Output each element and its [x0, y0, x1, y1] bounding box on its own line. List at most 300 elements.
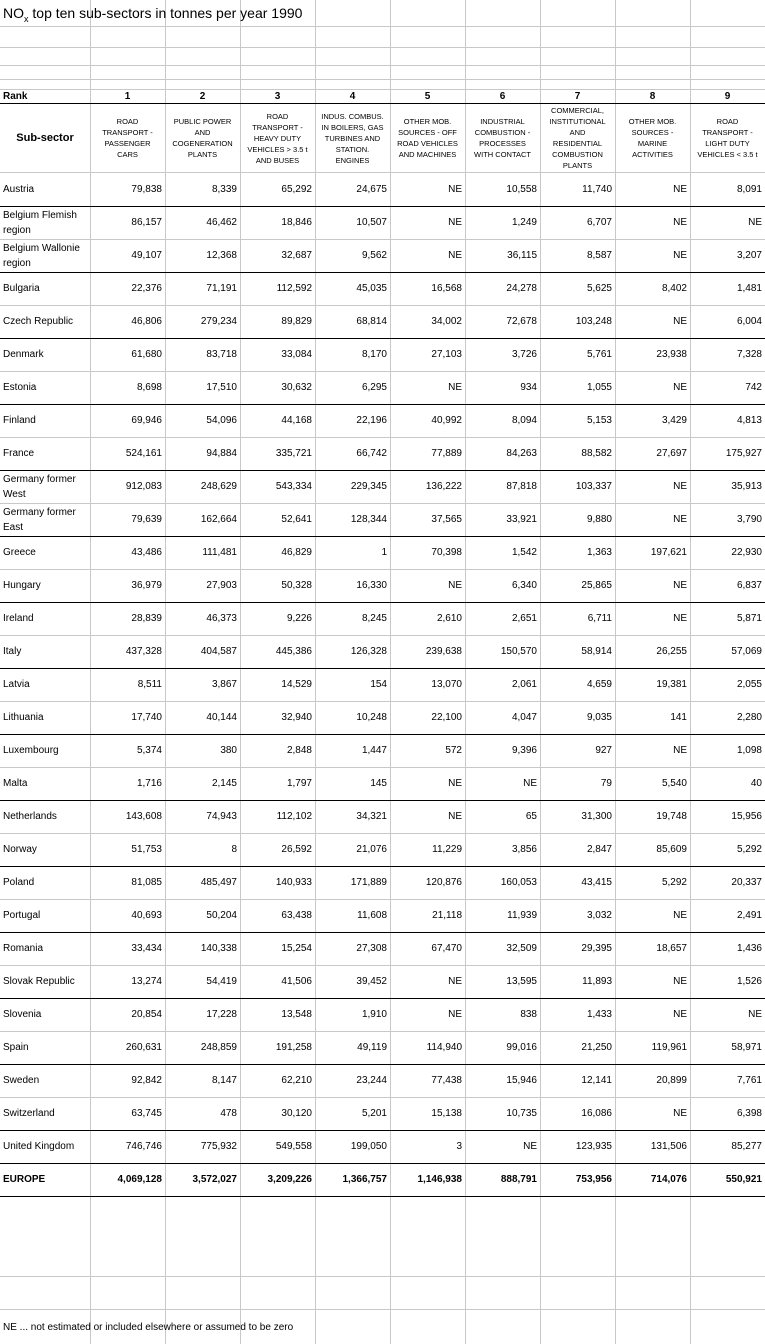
rank-number: 2 [199, 91, 206, 102]
country-name: Belgium Wallonie region [3, 242, 80, 269]
table-cell: 191,258 [275, 1042, 312, 1053]
country-name: Bulgaria [3, 283, 40, 294]
table-cell: 1,542 [511, 547, 537, 558]
table-cell: 6,711 [587, 613, 612, 624]
country-name: Germany former West [3, 473, 76, 500]
column-header: OTHER MOB. SOURCES - MARINE ACTIVITIES [628, 117, 677, 159]
table-cell: 37,565 [431, 514, 462, 525]
table-cell: 28,839 [131, 613, 162, 624]
table-cell: 39,452 [356, 976, 387, 987]
table-cell: 150,570 [500, 646, 537, 657]
table-cell: 69,946 [131, 415, 162, 426]
table-cell: 34,002 [431, 316, 462, 327]
table-cell: 140,338 [200, 943, 237, 954]
table-cell: 54,096 [206, 415, 237, 426]
table-cell: 13,548 [281, 1009, 312, 1020]
table-cell: 572 [445, 745, 462, 756]
table-cell: 89,829 [281, 316, 312, 327]
table-cell: 143,608 [125, 811, 162, 822]
table-cell: 2,847 [586, 844, 612, 855]
table-cell: 15,956 [731, 811, 762, 822]
table-cell: 24,278 [506, 283, 537, 294]
column-header: INDUSTRIAL COMBUSTION - PROCESSES WITH CONTACT [474, 117, 531, 159]
table-cell: 9,880 [586, 514, 612, 525]
table-cell: 5,761 [586, 349, 612, 360]
table-cell: 22,376 [131, 283, 162, 294]
table-cell: NE [673, 250, 687, 261]
table-cell: 54,419 [206, 976, 237, 987]
table-cell: 10,248 [356, 712, 387, 723]
table-cell: 1,716 [136, 778, 162, 789]
table-cell: NE [748, 1009, 762, 1020]
table-cell: 404,587 [200, 646, 237, 657]
country-name: Austria [3, 184, 35, 195]
table-cell: NE [673, 184, 687, 195]
table-cell: 17,740 [131, 712, 162, 723]
table-cell: 9,035 [586, 712, 612, 723]
table-cell: 13,070 [431, 679, 462, 690]
table-cell: 85,277 [731, 1141, 762, 1152]
table-cell: 279,234 [200, 316, 237, 327]
table-cell: 61,680 [131, 349, 162, 360]
table-cell: 119,961 [651, 1042, 687, 1053]
table-cell: NE [448, 580, 462, 591]
table-cell: 934 [520, 382, 537, 393]
table-cell: 197,621 [650, 547, 687, 558]
table-cell: NE [748, 217, 762, 228]
table-cell: NE [448, 250, 462, 261]
table-cell: 9,562 [361, 250, 387, 261]
table-cell: 18,846 [281, 217, 312, 228]
table-cell: 15,254 [281, 943, 312, 954]
table-cell: 22,930 [731, 547, 762, 558]
table-cell: 72,678 [506, 316, 537, 327]
table-cell: NE [673, 481, 687, 492]
table-cell: 114,940 [426, 1042, 462, 1053]
table-cell: 68,814 [356, 316, 387, 327]
country-name: Malta [3, 778, 28, 789]
table-cell: 11,939 [507, 910, 537, 921]
table-cell: 8,698 [136, 382, 162, 393]
table-cell: 248,629 [200, 481, 237, 492]
country-name: Netherlands [3, 811, 57, 822]
table-cell: 74,943 [206, 811, 237, 822]
table-cell: 8,402 [661, 283, 687, 294]
table-cell: 77,889 [431, 448, 462, 459]
country-name: Norway [3, 844, 37, 855]
total-value: 1,366,757 [342, 1174, 387, 1185]
table-cell: 57,069 [731, 646, 762, 657]
table-cell: 6,837 [736, 580, 762, 591]
table-cell: 3 [456, 1141, 462, 1152]
table-cell: 154 [370, 679, 387, 690]
table-cell: 543,334 [275, 481, 312, 492]
table-cell: 27,903 [206, 580, 237, 591]
table-cell: NE [673, 514, 687, 525]
table-cell: 4,659 [586, 679, 612, 690]
table-cell: 66,742 [356, 448, 387, 459]
table-cell: NE [673, 217, 687, 228]
table-cell: 40,144 [206, 712, 237, 723]
table-cell: NE [523, 1141, 537, 1152]
table-cell: 248,859 [200, 1042, 237, 1053]
table-cell: 79,639 [131, 514, 162, 525]
table-cell: 136,222 [425, 481, 462, 492]
table-cell: 103,248 [575, 316, 612, 327]
total-value: 3,209,226 [267, 1174, 312, 1185]
country-name: Poland [3, 877, 35, 888]
table-cell: 3,726 [511, 349, 537, 360]
table-cell: NE [448, 778, 462, 789]
table-cell: 5,201 [361, 1108, 387, 1119]
table-cell: 40 [750, 778, 762, 789]
table-cell: NE [673, 316, 687, 327]
table-cell: NE [523, 778, 537, 789]
table-cell: 437,328 [125, 646, 162, 657]
table-cell: 79 [600, 778, 612, 789]
table-cell: 35,913 [731, 481, 762, 492]
table-cell: 8,170 [361, 349, 387, 360]
table-cell: NE [673, 1009, 687, 1020]
column-header: COMMERCIAL, INSTITUTIONAL AND RESIDENTIAL COMBUSTION PLANTS [549, 106, 606, 170]
table-cell: 43,415 [581, 877, 612, 888]
table-cell: 32,687 [281, 250, 312, 261]
table-cell: 145 [370, 778, 387, 789]
table-cell: 5,292 [661, 877, 687, 888]
table-cell: 260,631 [125, 1042, 162, 1053]
table-cell: 20,899 [656, 1075, 687, 1086]
table-cell: 8,587 [586, 250, 612, 261]
table-cell: NE [673, 910, 687, 921]
table-cell: 160,053 [500, 877, 537, 888]
table-cell: 92,842 [131, 1075, 162, 1086]
table-cell: 21,076 [356, 844, 387, 855]
table-cell: 58,971 [731, 1042, 762, 1053]
table-cell: 5,374 [136, 745, 162, 756]
table-cell: 131,506 [650, 1141, 687, 1152]
table-cell: 8 [231, 844, 237, 855]
table-cell: 6,398 [736, 1108, 762, 1119]
table-cell: 9,226 [286, 613, 312, 624]
table-cell: NE [673, 580, 687, 591]
table-cell: 13,274 [131, 976, 162, 987]
table-cell: 5,153 [586, 415, 612, 426]
country-name: Switzerland [3, 1108, 55, 1119]
table-cell: 11,893 [582, 976, 612, 987]
table-cell: 2,848 [286, 745, 312, 756]
rank-number: 7 [574, 91, 581, 102]
table-cell: 49,119 [357, 1042, 387, 1053]
table-cell: 229,345 [350, 481, 387, 492]
table-cell: 11,740 [582, 184, 612, 195]
table-cell: 6,340 [511, 580, 537, 591]
footnote: NE ... not estimated or included elsewhere or assumed to be zero [3, 1322, 294, 1333]
table-cell: 111,481 [202, 547, 237, 558]
table-cell: 445,386 [275, 646, 312, 657]
table-cell: 65,292 [281, 184, 312, 195]
table-cell: 31,300 [581, 811, 612, 822]
table-cell: NE [448, 217, 462, 228]
table-cell: 1,910 [361, 1009, 387, 1020]
table-cell: 34,321 [356, 811, 387, 822]
table-cell: NE [673, 745, 687, 756]
country-name: Romania [3, 943, 44, 954]
table-cell: 6,707 [586, 217, 612, 228]
table-cell: 2,145 [211, 778, 237, 789]
country-name: Estonia [3, 382, 37, 393]
table-cell: 16,568 [431, 283, 462, 294]
table-cell: 11,229 [432, 844, 462, 855]
total-label: EUROPE [3, 1174, 46, 1185]
table-cell: 5,540 [661, 778, 687, 789]
table-cell: 87,818 [506, 481, 537, 492]
table-cell: 7,328 [736, 349, 762, 360]
table-cell: 36,979 [131, 580, 162, 591]
table-cell: 63,438 [281, 910, 312, 921]
table-cell: NE [448, 184, 462, 195]
column-header: OTHER MOB. SOURCES - OFF ROAD VEHICLES AND MACHINES [397, 117, 458, 159]
table-cell: 1,249 [511, 217, 537, 228]
country-name: Belgium Flemish region [3, 209, 77, 236]
table-cell: 775,932 [200, 1141, 237, 1152]
table-cell: 30,632 [281, 382, 312, 393]
total-value: 888,791 [500, 1174, 537, 1185]
table-cell: 524,161 [125, 448, 162, 459]
table-cell: 62,210 [281, 1075, 312, 1086]
table-cell: 25,865 [581, 580, 612, 591]
table-cell: 70,398 [431, 547, 462, 558]
table-cell: 99,016 [506, 1042, 537, 1053]
table-cell: NE [448, 976, 462, 987]
subsector-label: Sub-sector [16, 132, 74, 144]
table-cell: 17,228 [206, 1009, 237, 1020]
table-cell: 2,491 [736, 910, 762, 921]
table-cell: 29,395 [581, 943, 612, 954]
table-cell: 1,481 [736, 283, 762, 294]
country-name: Lithuania [3, 712, 44, 723]
column-header: PUBLIC POWER AND COGENERATION PLANTS [172, 117, 233, 159]
table-cell: 912,083 [125, 481, 162, 492]
table-cell: 94,884 [206, 448, 237, 459]
table-cell: 8,511 [137, 679, 162, 690]
column-header: ROAD TRANSPORT - LIGHT DUTY VEHICLES < 3.5 t [697, 117, 758, 159]
rank-number: 8 [649, 91, 656, 102]
country-name: Germany former East [3, 506, 76, 533]
table-cell: 81,085 [131, 877, 162, 888]
country-name: Hungary [3, 580, 41, 591]
table-cell: 84,263 [506, 448, 537, 459]
table-cell: 71,191 [206, 283, 237, 294]
table-cell: 485,497 [200, 877, 237, 888]
table-cell: 742 [745, 382, 762, 393]
table-cell: 21,118 [432, 910, 462, 921]
country-name: Finland [3, 415, 36, 426]
total-value: 550,921 [725, 1174, 762, 1185]
rank-number: 6 [499, 91, 506, 102]
table-cell: 3,856 [511, 844, 537, 855]
table-cell: 51,753 [131, 844, 162, 855]
table-cell: 27,308 [356, 943, 387, 954]
country-name: Portugal [3, 910, 41, 921]
table-cell: 1,098 [736, 745, 762, 756]
table-cell: 85,609 [656, 844, 687, 855]
country-name: Latvia [3, 679, 30, 690]
table-cell: 10,507 [356, 217, 387, 228]
country-name: Italy [3, 646, 22, 657]
table-cell: 4,047 [511, 712, 537, 723]
table-cell: 10,558 [506, 184, 537, 195]
table-cell: 141 [670, 712, 687, 723]
table-cell: 12,368 [206, 250, 237, 261]
table-cell: 8,147 [211, 1075, 237, 1086]
table-cell: 8,339 [211, 184, 237, 195]
table-cell: 5,871 [736, 613, 762, 624]
table-cell: 44,168 [281, 415, 312, 426]
table-cell: 20,854 [131, 1009, 162, 1020]
table-cell: 23,938 [656, 349, 687, 360]
table-cell: 32,509 [506, 943, 537, 954]
table-cell: 6,295 [361, 382, 387, 393]
table-cell: 33,921 [506, 514, 537, 525]
country-name: Luxembourg [3, 745, 59, 756]
table-cell: 50,204 [206, 910, 237, 921]
table-cell: 8,094 [511, 415, 537, 426]
table-cell: 13,595 [506, 976, 537, 987]
table-cell: 123,935 [575, 1141, 612, 1152]
total-value: 1,146,938 [417, 1174, 462, 1185]
table-cell: 26,255 [656, 646, 687, 657]
table-cell: 19,748 [656, 811, 687, 822]
table-cell: 3,207 [736, 250, 762, 261]
table-cell: 126,328 [350, 646, 387, 657]
country-name: Slovenia [3, 1009, 42, 1020]
table-cell: 380 [220, 745, 237, 756]
table-cell: NE [448, 811, 462, 822]
table-cell: 22,100 [431, 712, 462, 723]
table-cell: 103,337 [575, 481, 612, 492]
country-name: Greece [3, 547, 36, 558]
table-cell: 2,055 [736, 679, 762, 690]
table-cell: 11,608 [357, 910, 387, 921]
table-cell: 2,061 [511, 679, 537, 690]
total-value: 3,572,027 [192, 1174, 237, 1185]
table-cell: 3,429 [661, 415, 687, 426]
table-cell: 17,510 [206, 382, 237, 393]
table-cell: 52,641 [281, 514, 312, 525]
table-cell: 199,050 [350, 1141, 387, 1152]
table-cell: NE [673, 1108, 687, 1119]
table-cell: 16,086 [581, 1108, 612, 1119]
table-cell: 79,838 [131, 184, 162, 195]
table-cell: 58,914 [581, 646, 612, 657]
table-cell: 20,337 [731, 877, 762, 888]
country-name: Denmark [3, 349, 44, 360]
table-cell: 83,718 [206, 349, 237, 360]
rank-number: 3 [274, 91, 281, 102]
table-cell: 33,434 [131, 943, 162, 954]
table-cell: 27,697 [656, 448, 687, 459]
country-name: Czech Republic [3, 316, 74, 327]
table-cell: 26,592 [281, 844, 312, 855]
table-cell: 24,675 [356, 184, 387, 195]
table-cell: 478 [220, 1108, 237, 1119]
table-cell: 32,940 [281, 712, 312, 723]
table-cell: 41,506 [281, 976, 312, 987]
table-cell: 838 [520, 1009, 537, 1020]
table-cell: 45,035 [356, 283, 387, 294]
table-cell: NE [673, 613, 687, 624]
table-cell: 49,107 [131, 250, 162, 261]
page-title: $NO_x$ top ten sub-sectors in tonnes per year 1990 [3, 5, 303, 24]
table-cell: 927 [595, 745, 612, 756]
table-cell: 16,330 [356, 580, 387, 591]
table-cell: 4,813 [736, 415, 762, 426]
table-cell: 43,486 [131, 547, 162, 558]
table-cell: 18,657 [656, 943, 687, 954]
table-cell: NE [448, 1009, 462, 1020]
total-value: 753,956 [575, 1174, 612, 1185]
table-cell: 67,470 [431, 943, 462, 954]
table-cell: 128,344 [350, 514, 387, 525]
table-cell: 21,250 [581, 1042, 612, 1053]
table-cell: 10,735 [506, 1108, 537, 1119]
table-cell: 1,447 [361, 745, 387, 756]
table-cell: 8,091 [736, 184, 762, 195]
total-value: 4,069,128 [117, 1174, 162, 1185]
table-cell: 46,373 [206, 613, 237, 624]
total-value: 714,076 [650, 1174, 687, 1185]
table-cell: 112,592 [276, 283, 312, 294]
table-cell: 1 [381, 547, 387, 558]
table-cell: 15,946 [506, 1075, 537, 1086]
table-cell: 1,433 [586, 1009, 612, 1020]
table-cell: 3,032 [586, 910, 612, 921]
country-name: Spain [3, 1042, 29, 1053]
table-cell: 335,721 [275, 448, 312, 459]
country-name: Sweden [3, 1075, 40, 1086]
table-cell: 175,927 [725, 448, 762, 459]
table-cell: 9,396 [511, 745, 537, 756]
column-header: ROAD TRANSPORT - HEAVY DUTY VEHICLES > 3.5 t AND BUSES [247, 111, 308, 165]
table-cell: 2,651 [511, 613, 537, 624]
table-cell: 8,245 [361, 613, 387, 624]
table-cell: 19,381 [656, 679, 687, 690]
table-cell: 5,625 [586, 283, 612, 294]
table-cell: 46,462 [206, 217, 237, 228]
table-cell: 1,363 [586, 547, 612, 558]
rank-number: 4 [349, 91, 356, 102]
table-cell: 27,103 [431, 349, 462, 360]
table-cell: 30,120 [281, 1108, 312, 1119]
table-cell: 46,829 [281, 547, 312, 558]
table-cell: 88,582 [581, 448, 612, 459]
table-cell: 23,244 [356, 1075, 387, 1086]
rank-number: 9 [724, 91, 731, 102]
table-cell: NE [673, 976, 687, 987]
table-cell: 5,292 [736, 844, 762, 855]
table-cell: 3,790 [736, 514, 762, 525]
table-cell: 65 [525, 811, 537, 822]
country-name: United Kingdom [3, 1141, 75, 1152]
column-header: ROAD TRANSPORT - PASSENGER CARS [102, 117, 153, 159]
table-cell: 86,157 [131, 217, 162, 228]
table-cell: 171,889 [350, 877, 387, 888]
table-cell: 239,638 [425, 646, 462, 657]
table-cell: 12,141 [581, 1075, 612, 1086]
table-cell: 15,138 [431, 1108, 462, 1119]
table-cell: 549,558 [275, 1141, 312, 1152]
table-cell: 2,280 [736, 712, 762, 723]
